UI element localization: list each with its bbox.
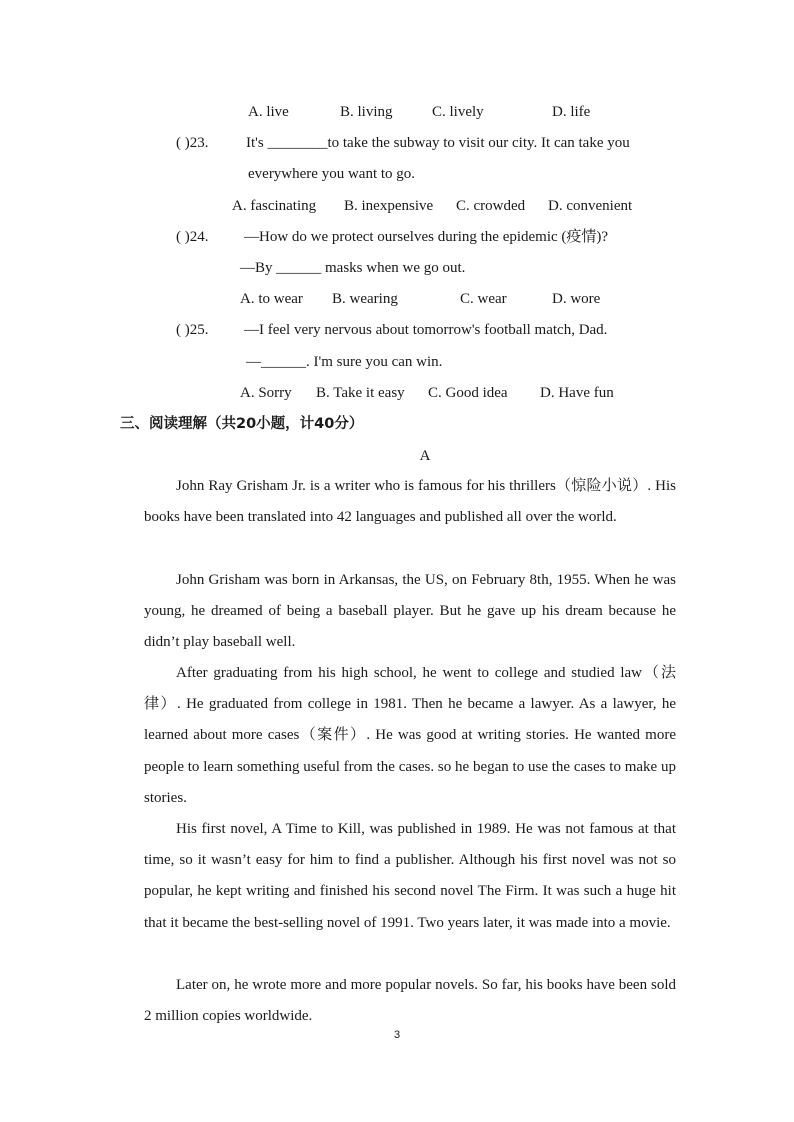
page-number: 3	[393, 1029, 401, 1041]
passage-paragraph-5: Later on, he wrote more and more popular novels. So far, his books have been sold 2 million copies worldwide.	[144, 977, 676, 1025]
passage-paragraph-3: After graduating from his high school, he went to college and studied law（法律）. He graduated from college in 1981. Then he became a lawyer. As a lawyer, he learned about more cases（案件）. He was good at writing stories. He wanted more people to learn something useful from the cases. so he began to use the cases to make up stories.	[144, 665, 676, 806]
q24-answer-bracket: ( )24.	[176, 229, 209, 245]
q23-option-d: D. convenient	[548, 198, 633, 214]
q25-option-d: D. Have fun	[540, 385, 614, 401]
passage-paragraph-4: His first novel, A Time to Kill, was published in 1989. He was not famous at that time, so it wasn’t easy for him to find a publisher. Although his first novel was not so popular, he kept writing and finished his second novel The Firm. It was such a huge hit that it became the best-selling novel of 1991. Two years later, it was made into a movie.	[144, 821, 676, 931]
passage-label: A	[419, 448, 431, 464]
q25-option-b: B. Take it easy	[316, 385, 405, 401]
q24-option-b: B. wearing	[332, 291, 398, 307]
passage-paragraph-2: John Grisham was born in Arkansas, the US, on February 8th, 1955. When he was young, he dreamed of being a baseball player. But he gave up his dream because he didn’t play baseball well.	[144, 572, 676, 651]
q25-option-c: C. Good idea	[428, 385, 508, 401]
q24-option-a: A. to wear	[240, 291, 303, 307]
q22-option-b: B. living	[340, 104, 393, 120]
q24-option-d: D. wore	[552, 291, 601, 307]
q23-answer-bracket: ( )23.	[176, 135, 209, 151]
section-heading: 三、阅读理解（共20小题，计40分）	[120, 416, 364, 432]
q23-option-b: B. inexpensive	[344, 198, 434, 214]
q22-option-d: D. life	[552, 104, 591, 120]
q23-stem-line2: everywhere you want to go.	[248, 166, 416, 182]
q24-option-c: C. wear	[460, 291, 507, 307]
q25-option-a: A. Sorry	[240, 385, 292, 401]
q23-stem-line1: It's ________to take the subway to visit our city. It can take you	[246, 135, 630, 151]
q25-stem-line1: —I feel very nervous about tomorrow's football match, Dad.	[244, 322, 608, 338]
q24-stem-line2: —By ______ masks when we go out.	[240, 260, 466, 276]
q22-option-a: A. live	[248, 104, 289, 120]
q22-option-c: C. lively	[432, 104, 484, 120]
q25-answer-bracket: ( )25.	[176, 322, 209, 338]
q24-stem-line1: —How do we protect ourselves during the epidemic (疫情)?	[244, 229, 609, 245]
q25-stem-line2: —______. I'm sure you can win.	[246, 354, 443, 370]
q23-option-a: A. fascinating	[232, 198, 317, 214]
passage-paragraph-1: John Ray Grisham Jr. is a writer who is famous for his thrillers（惊险小说）. His books have been translated into 42 languages and published all over the world.	[144, 478, 676, 526]
q23-option-c: C. crowded	[456, 198, 526, 214]
